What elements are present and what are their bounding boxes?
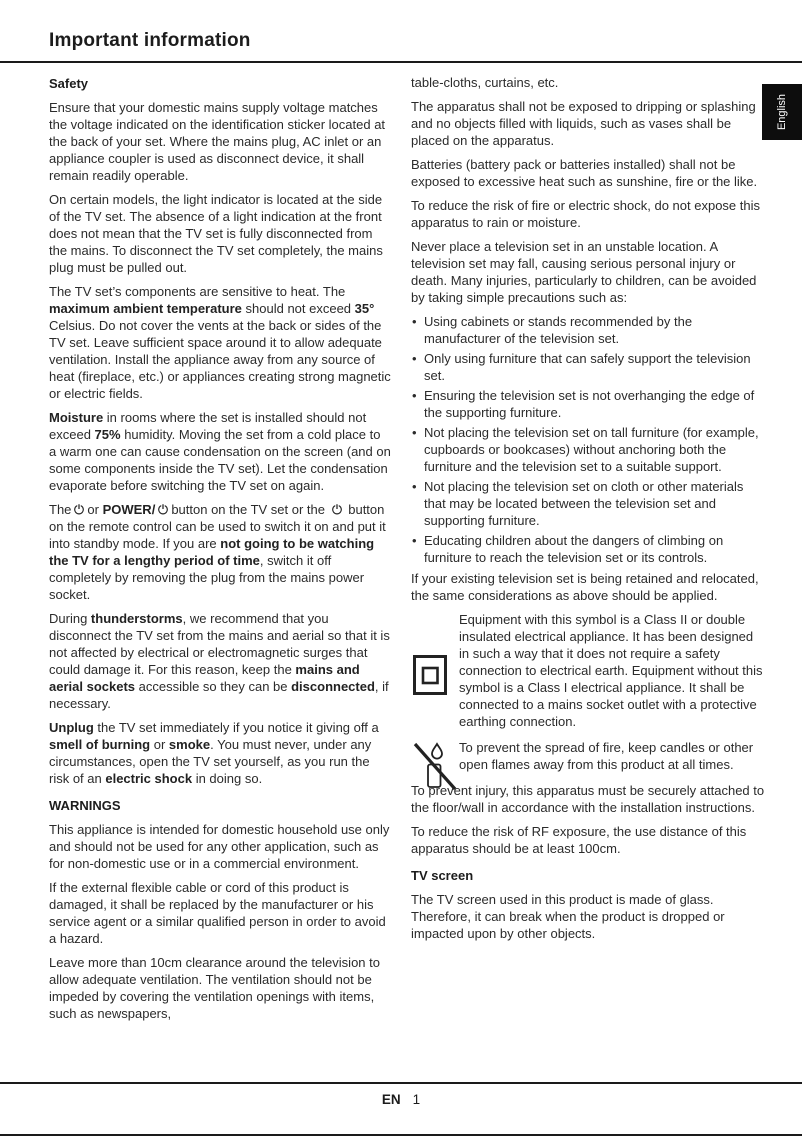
text-run: If your existing television set is being retained and relocated, the same considerations as above should be applied. [411,571,759,603]
paragraph [49,501,391,603]
bold-text: mains and aerial sockets [49,662,360,694]
section-heading: Safety [49,76,89,91]
bullet-text: Using cabinets or stands recommended by the manufacturer of the television set. [424,314,693,346]
text-run: On certain models, the light indicator is located at the side of the TV set. The absence of a light indication at the front does not mean that the TV set is fully disconnected from the mains. To disconnect the TV set completely, the mains plug must be pulled out. [49,192,383,275]
paragraph [49,610,391,712]
bullet-marker: • [412,479,417,494]
bold-text: POWER/ [102,502,156,517]
bold-text: thunderstorms [90,611,183,626]
bold-text: maximum ambient temperature [49,301,242,316]
left-column [49,74,391,1029]
power-icon [157,503,169,516]
bold-text: Unplug [49,720,94,735]
paragraph [411,823,765,857]
bullet-text: Not placing the television set on cloth or other materials that may be located between the television set and supporting furniture. [424,479,744,528]
footer-page-number: 1 [412,1092,421,1107]
bullet-item [411,424,765,475]
text-run: . You must never, under any circumstances, open the TV set yourself, as you run the risk of an [49,737,372,786]
text-run: This appliance is intended for domestic household use only and should not be used for any other application, such as for non-domestic use or in a commercial environment. [49,822,390,871]
text-run: in rooms where the set is installed should not exceed [49,410,367,442]
bullet-marker: • [412,388,417,403]
power-icon [331,503,343,516]
bullet-item [411,387,765,421]
bullet-text: Only using furniture that can safely support the television set. [424,351,751,383]
icon-paragraph [411,739,765,773]
text-run: or [150,737,169,752]
text-run: , we recommend that you disconnect the TV set from the mains and aerial so that it is not affected by electrical or electromagnetic surges that could damage it. For this reason, keep the [49,611,390,677]
icon-paragraph-text: To prevent the spread of fire, keep candles or other open flames away from this product at all times. [459,740,754,772]
paragraph [49,719,391,787]
paragraph [411,98,765,149]
precautions-list [411,313,765,566]
footer-rule-top [0,1082,802,1084]
text-run: should not exceed [241,301,355,316]
bold-text: not going to be watching the TV for a lengthy period of time [49,536,375,568]
paragraph [49,879,391,947]
bold-text: Moisture [49,410,104,425]
bullet-item [411,478,765,529]
text-run: Ensure that your domestic mains supply voltage matches the voltage indicated on the identification sticker located at the back of your set. Where the mains plug, AC inlet or an appliance coupler is used as disconnect device, it shall remain readily operable. [49,100,386,183]
bullet-marker: • [412,533,417,548]
paragraph [411,782,765,816]
bullet-text: Educating children about the dangers of climbing on furniture to reach the television set or its controls. [424,533,724,565]
bullet-marker: • [412,425,417,440]
paragraph [49,954,391,1022]
text-run: Never place a television set in an unstable location. A television set may fall, causing serious personal injury or death. Many injuries, particularly to children, can be avoided by taking simple precautions such as: [411,239,757,305]
text-run: table-cloths, curtains, etc. [411,75,559,90]
right-column [411,74,765,949]
text-run: accessible so they can be [135,679,292,694]
text-run: To prevent injury, this apparatus must be securely attached to the floor/wall in accordance with the installation instructions. [411,783,765,815]
text-run: button on the remote control can be used to switch it on and put it into standby mode. If you are [49,502,386,551]
bold-text: smoke [168,737,211,752]
paragraph [411,74,765,91]
bold-text: smell of burning [49,737,151,752]
text-run: or [87,502,103,517]
icon-paragraph [411,611,765,730]
paragraph [411,197,765,231]
paragraph [49,283,391,402]
text-run: The [49,502,72,517]
bullet-text: Ensuring the television set is not overhanging the edge of the supporting furniture. [424,388,755,420]
bullet-marker: • [412,351,417,366]
paragraph [411,156,765,190]
bullet-item [411,532,765,566]
no-candles-icon [413,739,459,791]
paragraph [411,570,765,604]
text-run: , switch it off completely by removing the plug from the mains power socket. [49,553,365,602]
text-run: If the external flexible cable or cord of this product is damaged, it shall be replaced by the manufacturer or his service agent or a similar qualified person in order to avoid a hazard. [49,880,386,946]
text-run: The TV screen used in this product is made of glass. Therefore, it can break when the product is dropped or impacted upon by other objects. [411,892,725,941]
text-run: To reduce the risk of fire or electric shock, do not expose this apparatus to rain or moisture. [411,198,761,230]
text-run: the TV set immediately if you notice it giving off a [93,720,379,735]
paragraph [49,191,391,276]
bullet-marker: • [412,314,417,329]
bullet-item [411,313,765,347]
text-run: Batteries (battery pack or batteries installed) shall not be exposed to excessive heat such as sunshine, fire or the like. [411,157,758,189]
double-insulation-icon [413,655,447,695]
section-heading: WARNINGS [49,798,121,813]
text-run: The TV set’s components are sensitive to heat. The [49,284,346,299]
paragraph [49,821,391,872]
text-run: To reduce the risk of RF exposure, the use distance of this apparatus should be at least 100cm. [411,824,747,856]
power-icon [73,503,85,516]
icon-paragraph-text: Equipment with this symbol is a Class II or double insulated electrical appliance. It has been designed in such a way that it does not require a safety connection to electrical earth. Equipment without this symbol is a Class I electrical appliance. It shall be connected to a mains socket outlet with a protective earthing connection. [459,612,763,729]
bold-text: electric shock [105,771,193,786]
paragraph [411,891,765,942]
bullet-text: Not placing the television set on tall furniture (for example, cupboards or bookcases) without anchoring both the furniture and the television set to a suitable support. [424,425,759,474]
bold-text: 35° [354,301,375,316]
section-heading: TV screen [411,868,474,883]
paragraph [49,409,391,494]
language-tab [762,84,802,140]
text-run: Leave more than 10cm clearance around the television to allow adequate ventilation. The ventilation should not be impeded by covering the ventilation openings with items, such as newspapers, [49,955,380,1021]
paragraph [49,99,391,184]
language-tab-label: English [775,93,788,131]
footer-language-code: EN [381,1092,401,1107]
paragraph [411,238,765,306]
text-run: , if necessary. [49,679,389,711]
bold-text: disconnected [291,679,375,694]
footer [0,1092,802,1107]
text-run: button on the TV set or the [171,502,329,517]
page-title: Important information [49,30,251,51]
text-run: During [49,611,91,626]
header-rule [0,61,802,63]
text-run: The apparatus shall not be exposed to dripping or splashing and no objects filled with liquids, such as vases shall be placed on the apparatus. [411,99,756,148]
text-run: Celsius. Do not cover the vents at the back or sides of the TV set. Leave sufficient space around it to allow adequate ventilation. Install the appliance away from any source of heat (fireplace, etc.) or appliances creating strong magnetic or electric fields. [49,318,391,401]
bold-text: 75% [94,427,121,442]
text-run: in doing so. [192,771,263,786]
text-run: humidity. Moving the set from a cold place to a warm one can cause condensation on the screen (and on some components inside the TV set). Let the condensation evaporate before switching the TV set on again. [49,427,391,493]
footer-rule-bottom [0,1134,802,1136]
bullet-item [411,350,765,384]
